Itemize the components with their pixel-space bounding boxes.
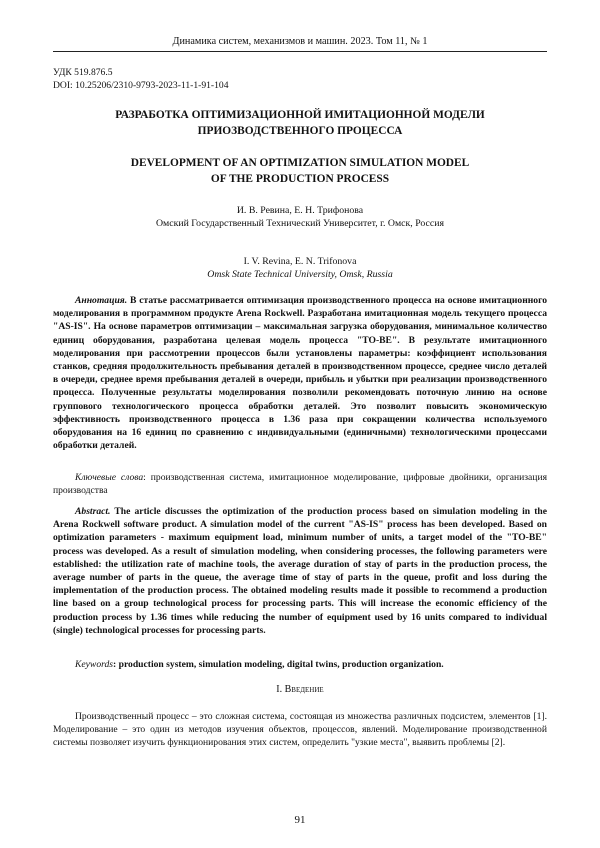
authors-english (53, 255, 547, 281)
abstract-ru-text: В статье рассматривается оптимизация производственного процесса на основе имитационного моделирования в программном продукте Arena Rockwell. Разработана имитационная модель текущего процесса "AS-IS". На основе параметров оптимизации – максимальная загрузка оборудования, минимальное количество единиц оборудования, разработана целевая модель процесса "TO-BE". В результате имитационного моделирования при рассмотрении процессов были установлены параметры: коэффициент использования станков, средняя продолжительность пребывания деталей в производственном процессе, среднее число деталей в очереди, среднее время пребывания деталей в очереди, прибыль и убытки при реализации производственного процесса. Полученные результаты моделирования позволили рекомендовать поточную линию на основе группового технологического процесса обработки деталей. Это позволит повысить экономическую эффективность производственного процесса в 1.36 раза при сокращении количества используемого оборудования на 16 единиц по сравнению с индивидуальными (единичными) технологическими процессами обработки деталей. (53, 295, 547, 452)
title-russian (53, 107, 547, 139)
udk-code: УДК 519.876.5 (53, 67, 113, 78)
title-english (53, 155, 547, 187)
title-ru-line: РАЗРАБОТКА ОПТИМИЗАЦИОННОЙ ИМИТАЦИОННОЙ МОДЕЛИ (115, 109, 485, 121)
page-number: 91 (294, 814, 306, 826)
author-names-ru: И. В. Ревина, Е. Н. Трифонова (236, 205, 364, 216)
abstract-english (53, 505, 547, 637)
keywords-ru-lead: Ключевые слова (75, 472, 144, 483)
keywords-ru-text: : производственная система, имитационное моделирование, цифровые двойники, организация производства (53, 472, 547, 497)
journal-header: Динамика систем, механизмов и машин. 2023. Том 11, № 1 (53, 36, 547, 52)
article-meta (53, 66, 229, 92)
authors-russian (53, 204, 547, 230)
body-paragraph: Производственный процесс – это сложная система, состоящая из множества различных подсистем, элементов [1]. Моделирование – это один из методов изучения объектов, процессов, явлений. Моделирование производственной системы позволяет изучить функционирования этих систем, определить "узкие места", выявить проблемы [2]. (53, 711, 547, 749)
keywords-russian (53, 471, 547, 497)
abstract-en-text: The article discusses the optimization of the production process based on simulation modeling in the Arena Rockwell software product. A simulation model of the current "AS-IS" process has been developed. Based on optimization parameters - maximum equipment load, minimum number of units, a target model of the "TO-BE" process was developed. As a result of simulation modeling, when considering processes, the following parameters were established: the utilization rate of machine tools, the average duration of stay of parts in the production process, the average number of parts in the queue, the average time of stay of parts in the queue, profit and loss during the implementation of the production process. The obtained modeling results made it possible to recommend a production line based on a group technological process for processing parts. This will increase the economic efficiency of the production process by 1.36 times while reducing the number of equipment used by 16 units compared to individual (single) technological processes for processing parts. (53, 506, 547, 636)
section-title: Введение (284, 684, 324, 695)
section-number: I. (276, 684, 285, 695)
doi: DOI: 10.25206/2310-9793-2023-11-1-91-104 (53, 80, 229, 91)
affiliation-en: Omsk State Technical University, Omsk, Russia (207, 269, 393, 280)
author-names-en: I. V. Revina, E. N. Trifonova (243, 256, 357, 267)
title-ru-line: ПРИОЗВОДСТВЕННОГО ПРОЦЕССА (197, 125, 403, 137)
abstract-russian (53, 294, 547, 452)
title-en-line: OF THE PRODUCTION PROCESS (210, 173, 390, 185)
keywords-en-text: : production system, simulation modeling, digital twins, production organization. (113, 659, 444, 670)
abstract-en-lead: Abstract. (75, 506, 111, 517)
section-heading (53, 684, 547, 695)
title-en-line: DEVELOPMENT OF AN OPTIMIZATION SIMULATION MODEL (130, 157, 470, 169)
affiliation-ru: Омский Государственный Технический Университет, г. Омск, Россия (155, 218, 444, 229)
keywords-english (53, 658, 547, 671)
abstract-ru-lead: Аннотация. (75, 295, 128, 306)
keywords-en-lead: Keywords (75, 659, 114, 670)
